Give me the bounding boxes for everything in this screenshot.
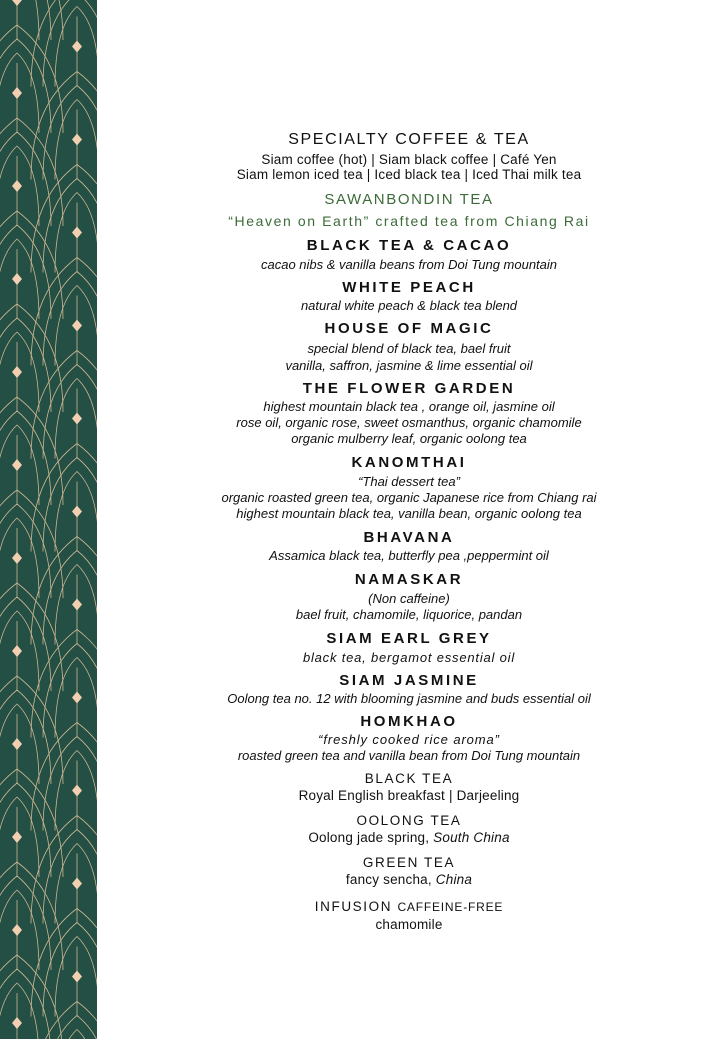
classic-detail-origin: China — [435, 872, 473, 887]
tea-description: organic roasted green tea, organic Japanese rice from Chiang rai — [221, 490, 597, 505]
tea-name: HOUSE OF MAGIC — [324, 320, 494, 337]
specialty-line-1: Siam coffee (hot) | Siam black coffee | Café Yen — [261, 152, 557, 167]
pattern-diamond — [72, 971, 82, 983]
tea-description: highest mountain black tea , orange oil, jasmine oil — [263, 399, 555, 414]
tea-description: special blend of black tea, bael fruit — [307, 341, 511, 356]
infusion-caffeine-free: CAFFEINE-FREE — [397, 900, 504, 914]
pattern-diamond — [72, 785, 82, 797]
pattern-diamond — [12, 924, 22, 936]
pattern-diamond — [72, 320, 82, 332]
pattern-arch — [31, 723, 97, 831]
pattern-diamond — [12, 366, 22, 378]
classic-name: GREEN TEA — [362, 855, 456, 870]
classic-detail-text: Oolong jade spring, — [308, 830, 434, 845]
tea-description: black tea, bergamot essential oil — [302, 650, 516, 665]
pattern-diamond — [12, 831, 22, 843]
tea-description: “freshly cooked rice aroma” — [318, 732, 500, 747]
tea-name: BHAVANA — [363, 529, 455, 546]
pattern-diamond — [72, 599, 82, 611]
pattern-diamond — [12, 738, 22, 750]
pattern-diamond — [12, 180, 22, 192]
pattern-diamond — [12, 552, 22, 564]
tea-name: BLACK TEA & CACAO — [306, 237, 512, 254]
pattern-arch — [31, 444, 97, 552]
pattern-arch — [31, 0, 97, 87]
pattern-arch — [31, 1002, 97, 1039]
classic-detail-text: fancy sencha, — [345, 872, 436, 887]
tea-description: vanilla, saffron, jasmine & lime essential oil — [285, 358, 533, 373]
brand-title: SAWANBONDIN TEA — [324, 191, 494, 208]
tea-description: highest mountain black tea, vanilla bean, organic oolong tea — [236, 506, 582, 521]
specialty-line-2: Siam lemon iced tea | Iced black tea | Iced Thai milk tea — [236, 167, 582, 182]
pattern-arch — [43, 0, 97, 87]
pattern-diamond — [12, 645, 22, 657]
pattern-arch — [31, 816, 97, 924]
pattern-diamond — [72, 506, 82, 518]
tea-name: SIAM EARL GREY — [326, 630, 492, 647]
tea-name: WHITE PEACH — [342, 279, 476, 296]
pattern-arch — [0, 983, 39, 1039]
tea-description: bael fruit, chamomile, liquorice, pandan — [295, 607, 523, 622]
classic-name: BLACK TEA — [364, 771, 454, 786]
decorative-side-band — [0, 0, 97, 1039]
tea-description: cacao nibs & vanilla beans from Doi Tung mountain — [260, 257, 558, 272]
art-deco-pattern — [0, 0, 97, 1039]
tea-name: HOMKHAO — [360, 713, 458, 730]
tea-description: rose oil, organic rose, sweet osmanthus, organic chamomile — [236, 415, 582, 430]
pattern-diamond — [12, 0, 22, 6]
tea-description: roasted green tea and vanilla bean from Doi Tung mountain — [237, 748, 581, 763]
infusion-title: INFUSION — [314, 899, 393, 914]
pattern-diamond — [72, 134, 82, 146]
pattern-arch — [31, 630, 97, 738]
pattern-arch — [31, 165, 97, 273]
classic-name — [98, 899, 720, 914]
tea-description: Assamica black tea, butterfly pea ,peppermint oil — [269, 548, 549, 563]
tea-name: NAMASKAR — [354, 571, 464, 588]
pattern-diamond — [72, 692, 82, 704]
classic-detail-origin: South China — [433, 830, 510, 845]
classic-detail — [98, 830, 720, 845]
pattern-diamond — [12, 87, 22, 99]
classic-detail: Royal English breakfast | Darjeeling — [298, 788, 520, 803]
tea-name: THE FLOWER GARDEN — [302, 380, 516, 397]
pattern-arch — [0, 0, 63, 40]
tea-description: Oolong tea no. 12 with blooming jasmine and buds essential oil — [227, 691, 591, 706]
tea-name: SIAM JASMINE — [339, 672, 479, 689]
pattern-diamond — [72, 41, 82, 53]
pattern-diamond — [12, 459, 22, 471]
tea-description: organic mulberry leaf, organic oolong tea — [291, 431, 527, 446]
tea-description: “Thai dessert tea” — [358, 474, 460, 489]
pattern-diamond — [72, 227, 82, 239]
section-title-specialty: SPECIALTY COFFEE & TEA — [288, 131, 530, 148]
tea-name: KANOMTHAI — [351, 454, 467, 471]
tea-description: (Non caffeine) — [368, 591, 450, 606]
pattern-arch — [43, 1016, 97, 1039]
pattern-diamond — [12, 1017, 22, 1029]
tea-description: natural white peach & black tea blend — [300, 298, 518, 313]
classic-detail: chamomile — [375, 917, 443, 932]
pattern-arch — [31, 351, 97, 459]
pattern-arch — [31, 909, 97, 1017]
pattern-arch — [31, 537, 97, 645]
classic-name: OOLONG TEA — [356, 813, 462, 828]
brand-tagline: “Heaven on Earth” crafted tea from Chiang Rai — [228, 213, 590, 229]
pattern-diamond — [72, 413, 82, 425]
classic-detail — [98, 872, 720, 887]
pattern-arch — [31, 72, 97, 180]
pattern-diamond — [72, 878, 82, 890]
pattern-diamond — [12, 273, 22, 285]
pattern-arch — [31, 258, 97, 366]
